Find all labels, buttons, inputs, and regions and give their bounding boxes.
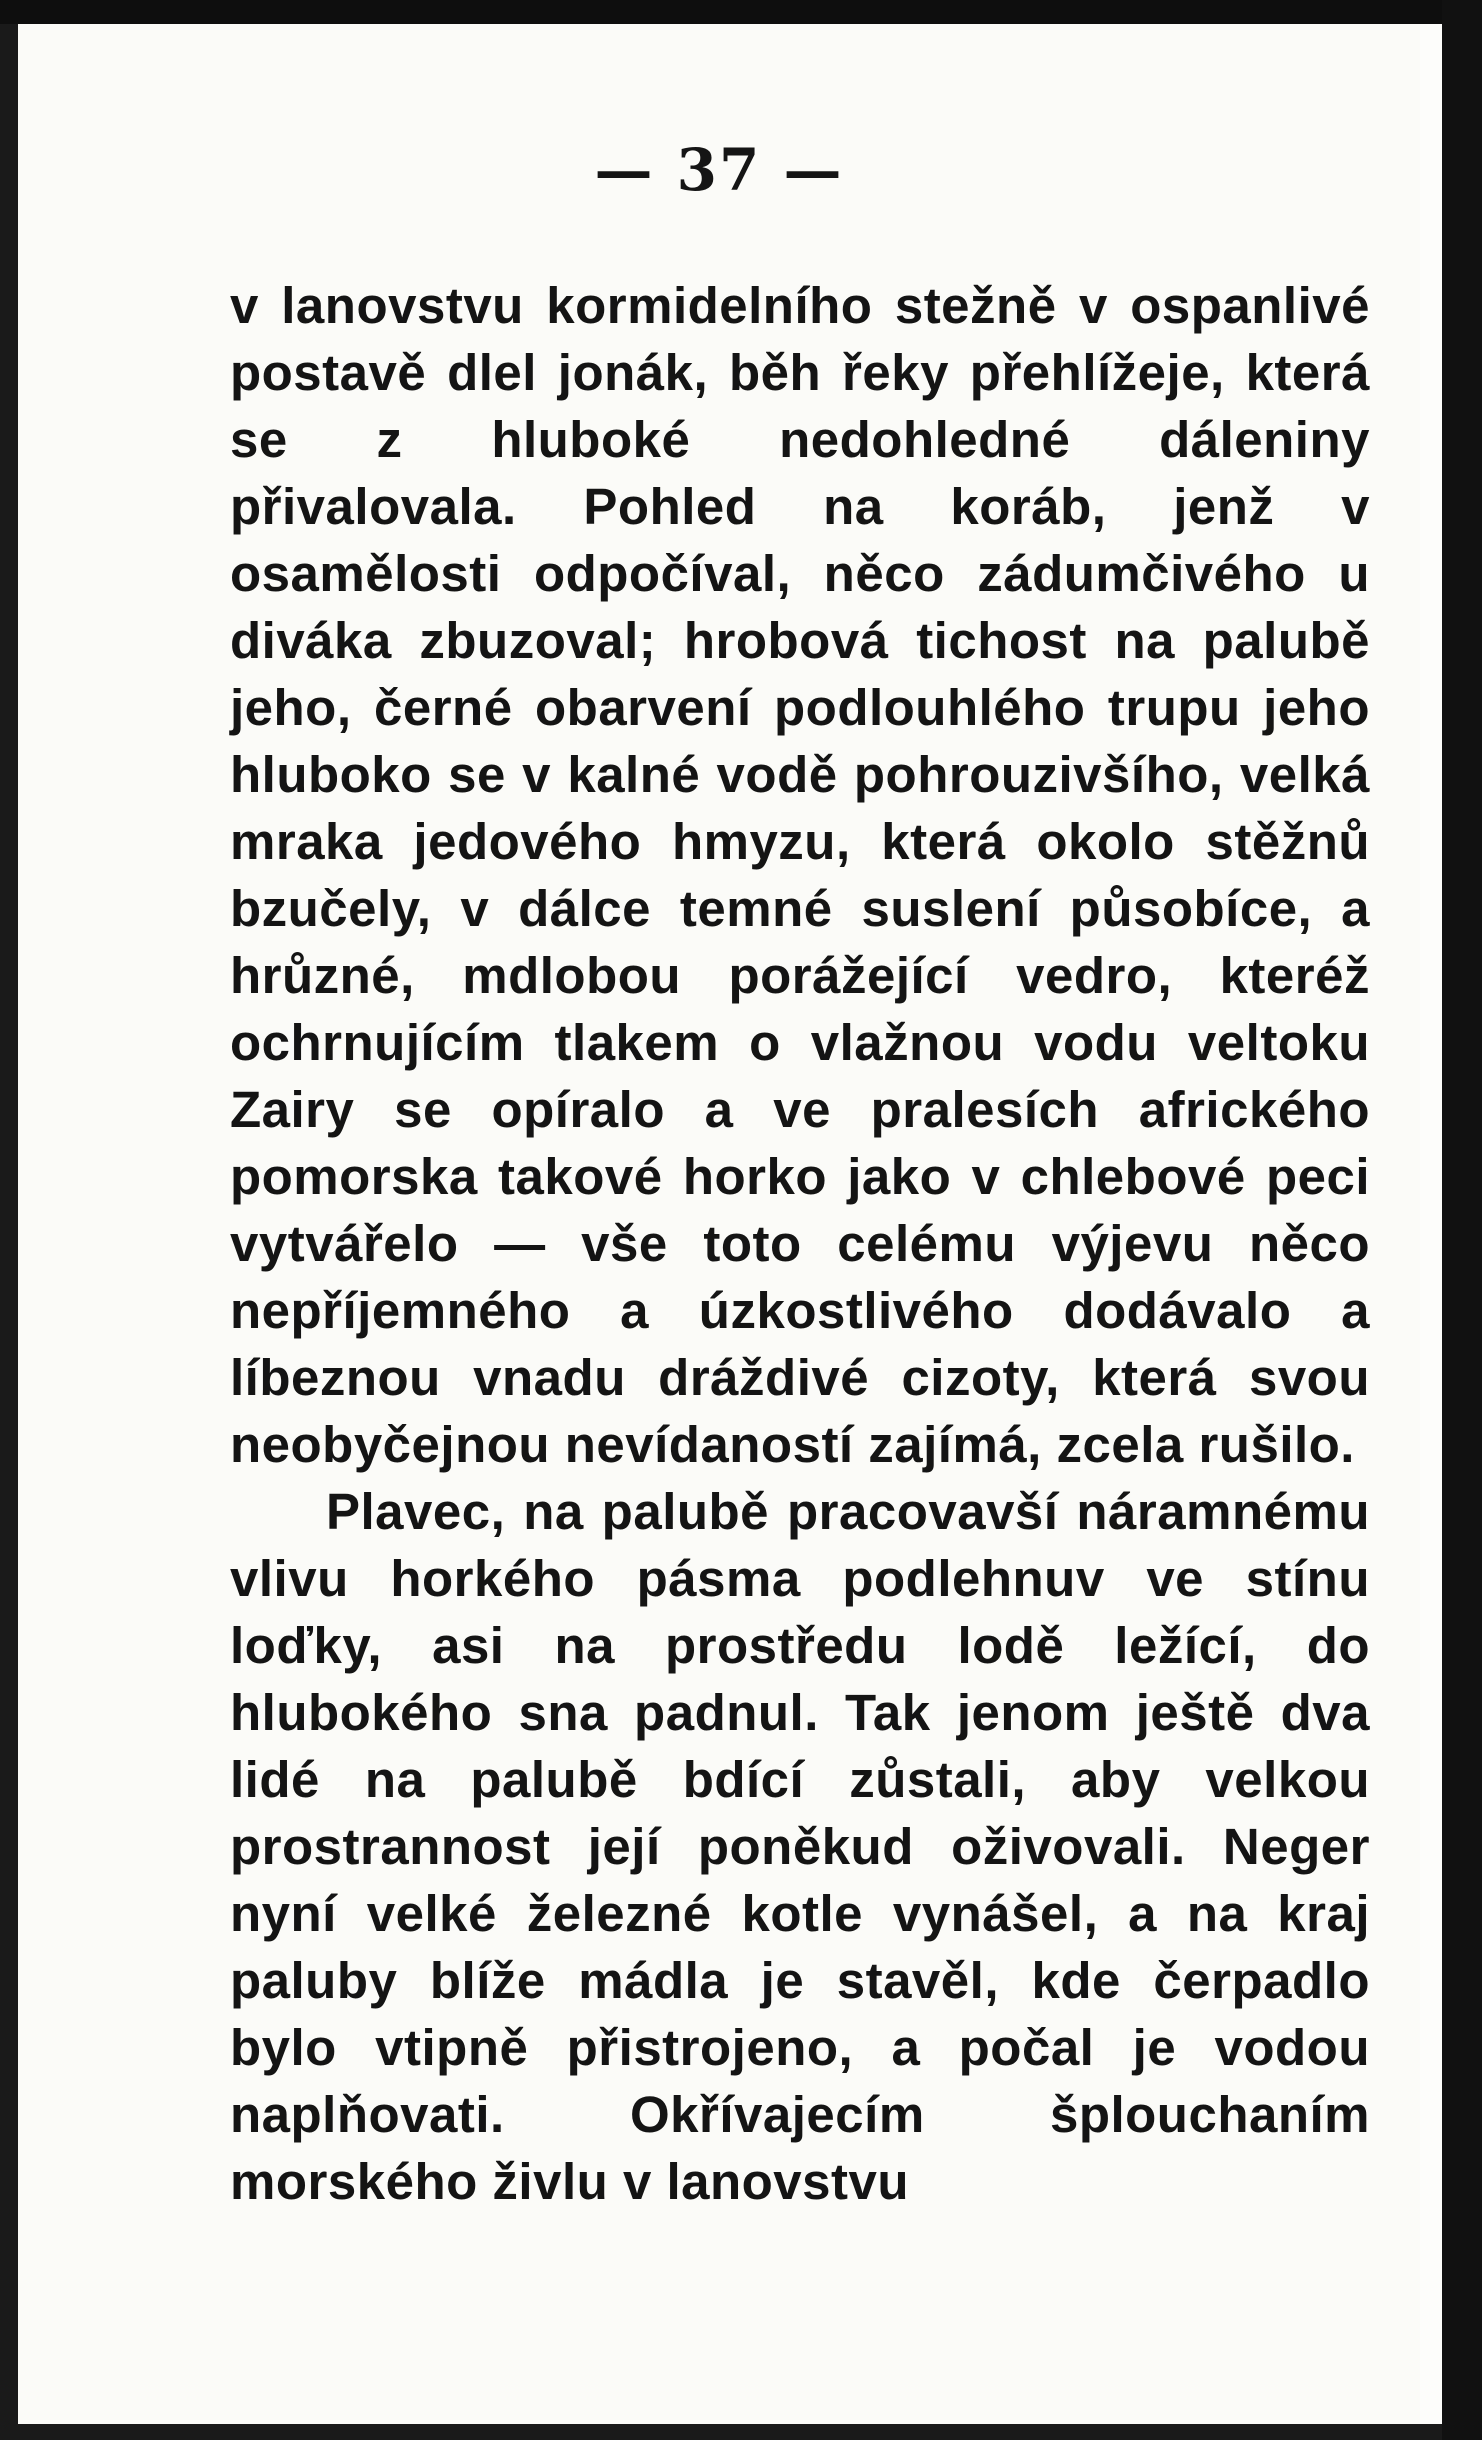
body-text	[230, 272, 1370, 2215]
paragraph-2: Plavec, na palubě pracovavší náramnému vlivu horkého pásma podlehnuv ve stínu loďky, asi na prostředu lodě ležící, do hlubokého sna padnul. Tak jenom ještě dva lidé na palubě bdící zůstali, aby velkou prostrannost její poněkud oživovali. Neger nyní velké železné kotle vynášel, a na kraj paluby blíže mádla je stavěl, kde čerpadlo bylo vtipně přistrojeno, a počal je vodou naplňovati. Okřívajecím šplouchaním morského živlu v lanovstvu	[230, 1483, 1370, 2210]
scan-right-edge	[1442, 0, 1482, 2440]
paragraph-1: v lanovstvu kormidelního stežně v ospanlivé postavě dlel jonák, běh řeky přehlížeje, která se z hluboké nedohledné dáleniny přivalovala. Pohled na koráb, jenž v osamělosti odpočíval, něco zádumčivého u diváka zbuzoval; hrobová tichost na palubě jeho, černé obarvení podlouhlého trupu jeho hluboko se v kalné vodě pohrouzivšího, velká mraka jedového hmyzu, která okolo stěžnů bzučely, v dálce temné suslení působíce, a hrůzné, mdlobou porážející vedro, kteréž ochrnujícím tlakem o vlažnou vodu veltoku Zairy se opíralo a ve pralesích afrického pomorska takové horko jako v chlebové peci vytvářelo — vše toto celému výjevu něco nepříjemného a úzkostlivého dodávalo a líbeznou vnadu dráždivé cizoty, která svou neobyčejnou nevídaností zajímá, zcela rušilo.	[230, 277, 1370, 1473]
page-number: — 37 —	[594, 136, 844, 204]
next-page-edge	[1420, 24, 1442, 2424]
book-page	[18, 24, 1420, 2424]
scan-top-edge	[0, 0, 1482, 24]
